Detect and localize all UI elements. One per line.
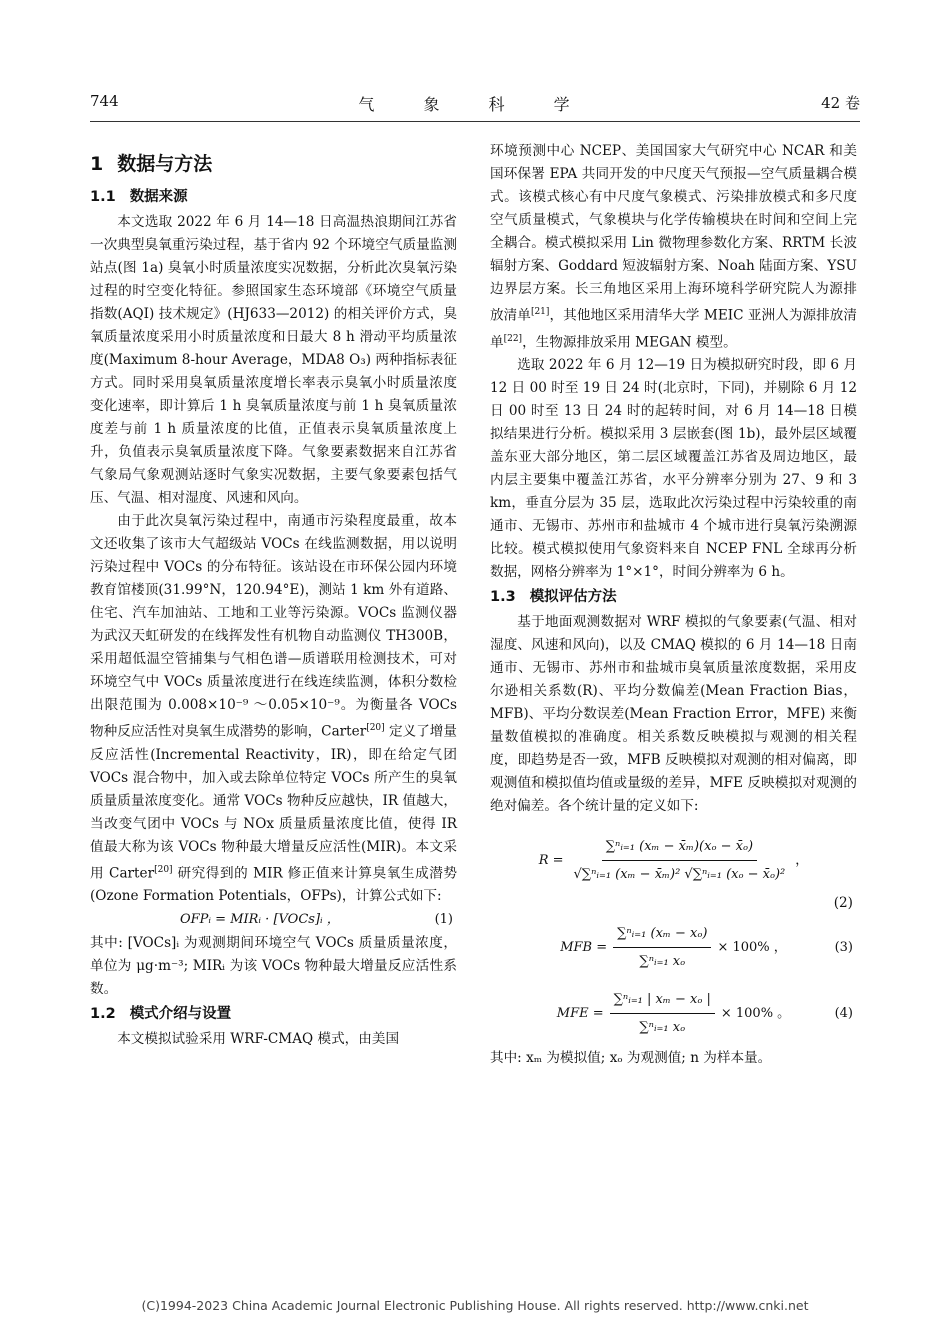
journal-title: 气 象 科 学	[358, 95, 592, 114]
equation-number: (4)	[834, 1005, 853, 1021]
paragraph: 环境预测中心 NCEP、美国国家大气研究中心 NCAR 和美国环保署 EPA 共同开发的中尺度天气预报—空气质量耦合模式。该模式核心有中尺度气象模式、污染排放模式和多尺度空气质量模式，气象模块与化学传输模块在时间和空间上完全耦合。模式模拟采用 Lin 微物理参数化方案、RRTM 长波辐射方案、Goddard 短波辐射方案、Noah 陆面方案、YSU 边界层方案。长三角地区采用上海环境科学研究院人为源排放清单[21]，其他地区采用清华大学 MEIC 亚洲人为源排放清单[22]，生物源排放采用 MEGAN 模型。	[490, 143, 857, 351]
section-heading	[90, 150, 457, 178]
subsection-heading-1-3	[490, 586, 857, 609]
equation-4: MFE = $\frac{\text{∑ⁿᵢ₌₁ | xₘ − xₒ |}}{\text{∑ⁿᵢ₌₁ xₒ}}$ × 100% 。 (4)	[490, 987, 857, 1039]
section-title: 数据与方法	[117, 153, 213, 175]
equation-1: OFPᵢ = MIRᵢ · [VOCs]ᵢ ， (1)	[90, 908, 457, 932]
subsection-heading-1-2	[90, 1003, 457, 1026]
paragraph: 基于地面观测数据对 WRF 模拟的气象要素(气温、相对湿度、风速和风向)，以及 CMAQ 模拟的 6 月 14—18 日南通市、无锡市、苏州市和盐城市臭氧质量浓度数据，采用皮尔逊相关系数(R)、平均分数偏差(Mean Fraction Bias，MFB)、平均分数误差(Mean Fraction Error，MFE) 来衡量数值模拟的准确度。相关系数反映模拟与观测的相关程度，即趋势是否一致，MFB 反映模拟对观测的相对偏离，即观测值和模拟值均值或量级的差异，MFE 反映模拟对观测的绝对偏差。各个统计量的定义如下:	[490, 614, 857, 815]
running-header	[90, 92, 860, 118]
right-column	[490, 140, 857, 1070]
citation: [21]	[530, 307, 550, 317]
left-column	[90, 140, 457, 1051]
equation-number: (1)	[434, 912, 453, 928]
copyright-footer: (C)1994-2023 China Academic Journal Electronic Publishing House. All rights reserved. http://www.cnki.net	[141, 1298, 809, 1313]
volume-label: 42 卷	[821, 94, 860, 112]
subsection-number: 1.3	[490, 589, 516, 606]
equation-3: MFB = $\frac{\text{∑ⁿᵢ₌₁ (xₘ − xₒ)}}{\text{∑ⁿᵢ₌₁ xₒ}}$ × 100% ， (3)	[490, 921, 857, 973]
paragraph: 其中: [VOCs]ᵢ 为观测期间环境空气 VOCs 质量质量浓度，单位为 μg·m⁻³; MIRᵢ 为该 VOCs 物种最大增量反应活性系数。	[90, 935, 457, 998]
page-number: 744	[90, 92, 119, 110]
paragraph: 本文选取 2022 年 6 月 14—18 日高温热浪期间江苏省一次典型臭氧重污染过程，基于省内 92 个环境空气质量监测站点(图 1a) 臭氧小时质量浓度实况数据，分析此次臭氧污染过程的时空变化特征。参照国家生态环境部《环境空气质量指数(AQI) 技术规定》(HJ633—2012) 的相关评价方式，臭氧质量浓度采用小时质量浓度和日最大 8 h 滑动平均质量浓度(Maximum 8-hour Average，MDA8 O₃) 两种指标表征方式。同时采用臭氧质量浓度增长率表示臭氧小时质量浓度变化速率，即计算后 1 h 臭氧质量浓度与前 1 h 臭氧质量浓度差与前 1 h 质量浓度的比值，正值表示臭氧质量浓度上升，负值表示臭氧质量浓度下降。气象要素数据来自江苏省气象局气象观测站逐时气象实况数据，主要气象要素包括气压、气温、相对湿度、风速和风向。	[90, 214, 457, 506]
subsection-heading-1-1	[90, 186, 457, 209]
header-rule	[90, 121, 860, 122]
citation: [22]	[503, 333, 523, 344]
subsection-number: 1.1	[90, 189, 116, 205]
subsection-title: 模拟评估方法	[529, 589, 617, 606]
subsection-title: 数据来源	[129, 189, 188, 205]
paragraph: 由于此次臭氧污染过程中，南通市污染程度最重，故本文还收集了该市大气超级站 VOCs 在线监测数据，用以说明污染过程中 VOCs 的分布特征。该站设在市环保公园内环境教育馆楼顶(31.99°N，120.94°E)，测站 1 km 外有道路、住宅、汽车加油站、工地和工业等污染源。VOCs 监测仪器为武汉天虹研发的在线挥发性有机物自动监测仪 TH300B，采用超低温空管捕集与气相色谱—质谱联用检测技术，可对环境空气中 VOCs 质量浓度进行在线连续监测，体积分数检出限范围为 0.008×10⁻⁹ ～0.05×10⁻⁹。为衡量各 VOCs 物种反应活性对臭氧生成潜势的影响，Carter[20] 定义了增量反应活性(Incremental Reactivity，IR)，即在给定气团 VOCs 混合物中，加入或去除单位特定 VOCs 所产生的臭氧质量质量浓度变化。通常 VOCs 物种反应越快，IR 值越大，当改变气团中 VOCs 与 NOx 质量质量浓度比值，使得 IR 值最大称为该 VOCs 物种最大增量反应活性(MIR)。本文采用 Carter[20] 研究得到的 MIR 修正值来计算臭氧生成潜势(Ozone Formation Potentials，OFPs)，计算公式如下:	[90, 513, 457, 905]
equation-2: R = $\frac{\text{∑ⁿᵢ₌₁ (xₘ − x̄ₘ)(xₒ − x̄ₒ)}}{\text{√∑ⁿᵢ₌₁ (xₘ − x̄ₘ)² √∑ⁿᵢ₌₁ (xₒ − x̄ₒ)²}}$ ，	[490, 828, 857, 892]
equation-number: (3)	[834, 939, 853, 955]
citation: [20]	[154, 864, 173, 875]
subsection-number: 1.2	[90, 1006, 116, 1023]
paragraph: 选取 2022 年 6 月 12—19 日为模拟研究时段，即 6 月 12 日 00 时至 19 日 24 时(北京时，下同)，并剔除 6 月 12 日 00 时至 13 日 24 时的起转时间，对 6 月 14—18 日模拟结果进行分析。模拟采用 3 层嵌套(图 1b)，最外层区域覆盖东亚大部分地区，第二层区域覆盖江苏省及周边地区，最内层主要集中覆盖江苏省，水平分辨率分别为 27、9 和 3 km，垂直分层为 35 层，选取此次污染过程中污染较重的南通市、无锡市、苏州市和盐城市 4 个城市进行臭氧污染溯源比较。模式模拟使用气象资料来自 NCEP FNL 全球再分析数据，网格分辨率为 1°×1°，时间分辨率为 6 h。	[490, 357, 857, 581]
equation-number: (2)	[833, 895, 853, 912]
section-number: 1	[90, 153, 104, 175]
paragraph: 其中: xₘ 为模拟值; xₒ 为观测值; n 为样本量。	[490, 1050, 772, 1067]
subsection-title: 模式介绍与设置	[129, 1006, 232, 1023]
paragraph: 本文模拟试验采用 WRF-CMAQ 模式，由美国	[117, 1031, 400, 1048]
citation: [20]	[366, 723, 385, 733]
